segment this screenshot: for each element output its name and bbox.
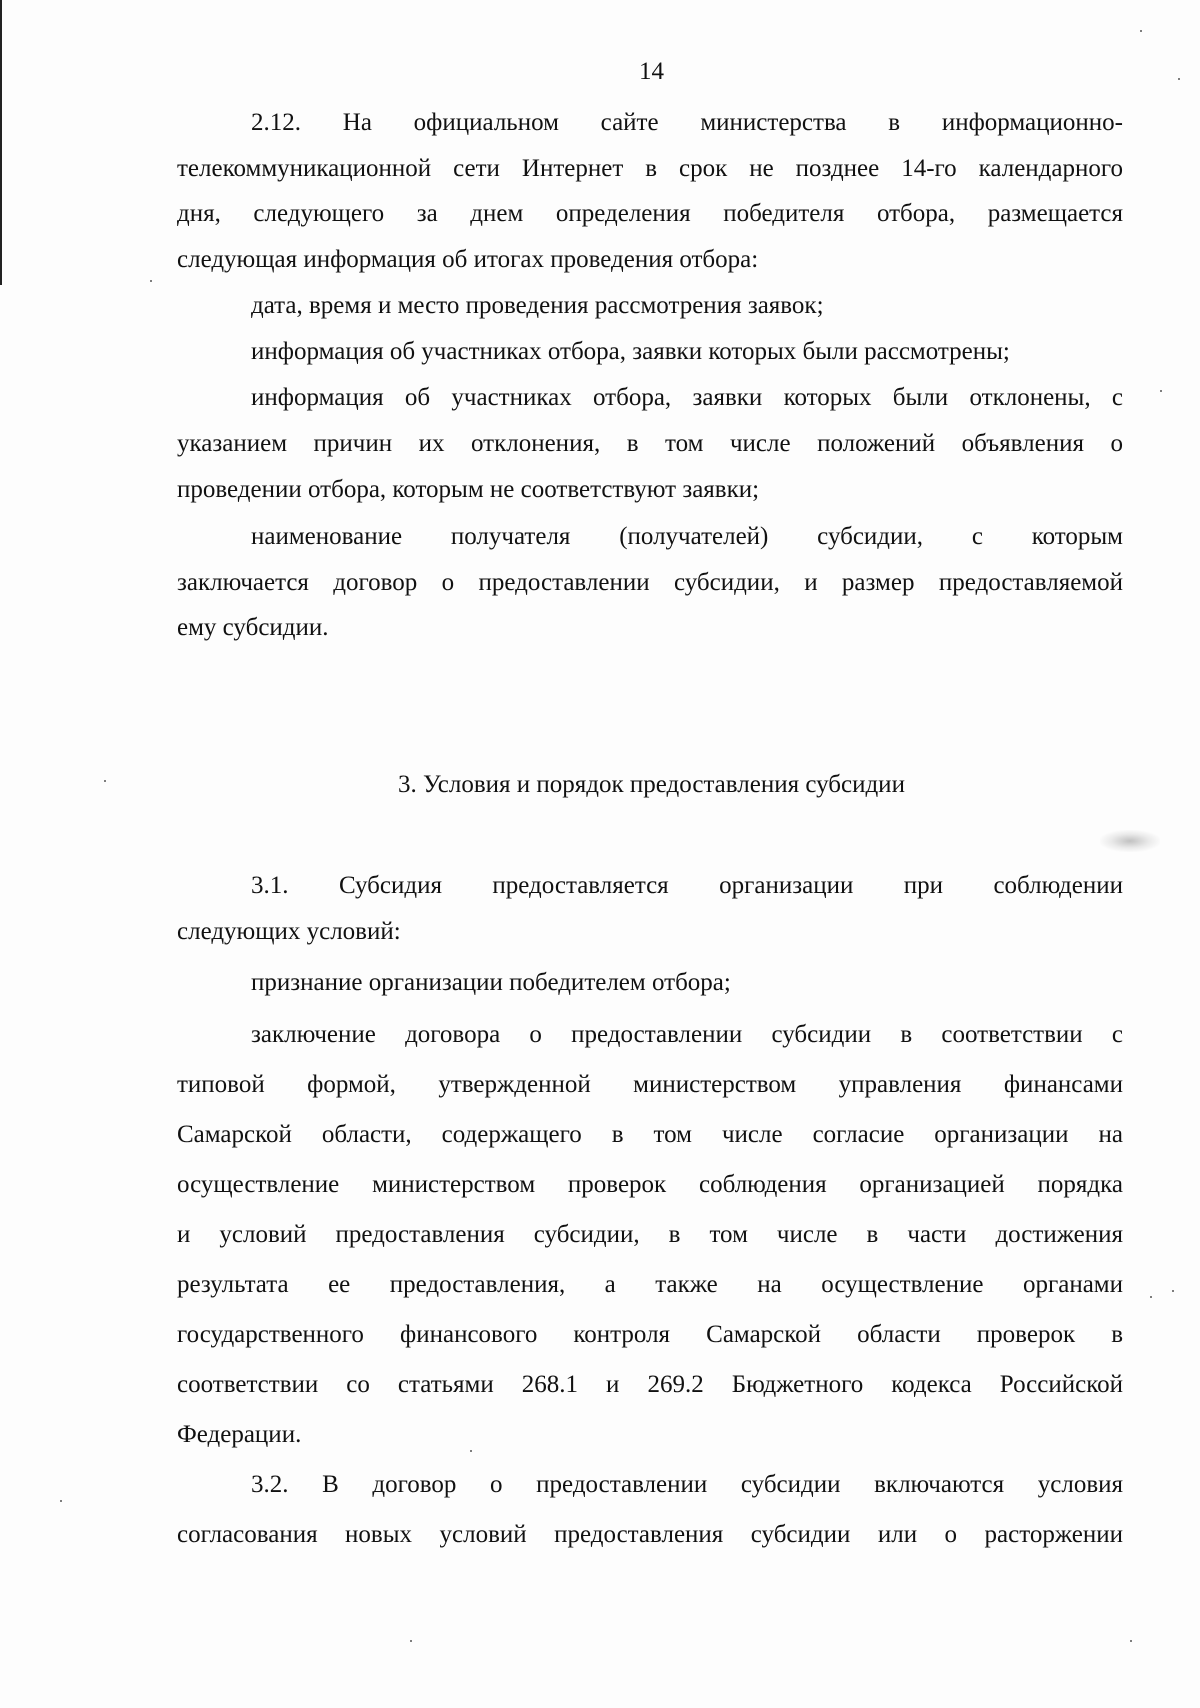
paragraph-line: типовой формой, утвержденной министерством управления финансами <box>177 1071 1123 1098</box>
paragraph-line: результата ее предоставления, а также на осуществление органами <box>177 1271 1123 1298</box>
paragraph-line: заключается договор о предоставлении субсидии, и размер предоставляемой <box>177 569 1123 596</box>
paragraph-line: осуществление министерством проверок соблюдения организацией порядка <box>177 1171 1123 1198</box>
scan-speck <box>1150 1296 1152 1298</box>
scan-speck <box>410 1640 412 1642</box>
scan-speck <box>1130 1640 1132 1642</box>
paragraph-line: согласования новых условий предоставления субсидии или о расторжении <box>177 1521 1123 1548</box>
paragraph-line: 3.2. В договор о предоставлении субсидии включаются условия <box>251 1471 1123 1498</box>
paragraph-line: Федерации. <box>177 1421 302 1448</box>
paragraph-line: ему субсидии. <box>177 614 329 641</box>
paragraph-line: заключение договора о предоставлении субсидии в соответствии с <box>251 1021 1123 1048</box>
scan-smudge <box>1100 830 1160 852</box>
paragraph-line: соответствии со статьями 268.1 и 269.2 Бюджетного кодекса Российской <box>177 1371 1123 1398</box>
paragraph-line: следующих условий: <box>177 918 401 945</box>
paragraph-line: дня, следующего за днем определения победителя отбора, размещается <box>177 200 1123 227</box>
scan-speck <box>470 1450 472 1452</box>
scan-speck <box>104 780 106 782</box>
scan-speck <box>1178 78 1180 80</box>
scan-speck <box>1140 30 1142 32</box>
paragraph-line: указанием причин их отклонения, в том числе положений объявления о <box>177 430 1123 457</box>
paragraph-line: телекоммуникационной сети Интернет в срок не позднее 14-го календарного <box>177 155 1123 182</box>
paragraph-line: информация об участниках отбора, заявки которых были рассмотрены; <box>251 338 1010 365</box>
paragraph-line: признание организации победителем отбора; <box>251 969 731 996</box>
paragraph-line: информация об участниках отбора, заявки которых были отклонены, с <box>251 384 1123 411</box>
section-heading: 3. Условия и порядок предоставления субсидии <box>398 771 905 798</box>
paragraph-line: проведении отбора, которым не соответствуют заявки; <box>177 476 760 503</box>
scan-speck <box>1172 1290 1174 1292</box>
scan-speck <box>60 1500 62 1502</box>
scan-speck <box>150 280 152 282</box>
paragraph-line: 2.12. На официальном сайте министерства в информационно- <box>251 109 1123 136</box>
paragraph-line: и условий предоставления субсидии, в том числе в части достижения <box>177 1221 1123 1248</box>
paragraph-line: следующая информация об итогах проведения отбора: <box>177 246 759 273</box>
paragraph-line: дата, время и место проведения рассмотрения заявок; <box>251 292 824 319</box>
paragraph-line: наименование получателя (получателей) субсидии, с которым <box>251 523 1123 550</box>
page-number: 14 <box>639 58 664 85</box>
scan-edge-line <box>0 0 2 285</box>
scan-speck <box>1160 390 1162 392</box>
paragraph-line: Самарской области, содержащего в том числе согласие организации на <box>177 1121 1123 1148</box>
paragraph-line: 3.1. Субсидия предоставляется организации при соблюдении <box>251 872 1123 899</box>
paragraph-line: государственного финансового контроля Самарской области проверок в <box>177 1321 1123 1348</box>
